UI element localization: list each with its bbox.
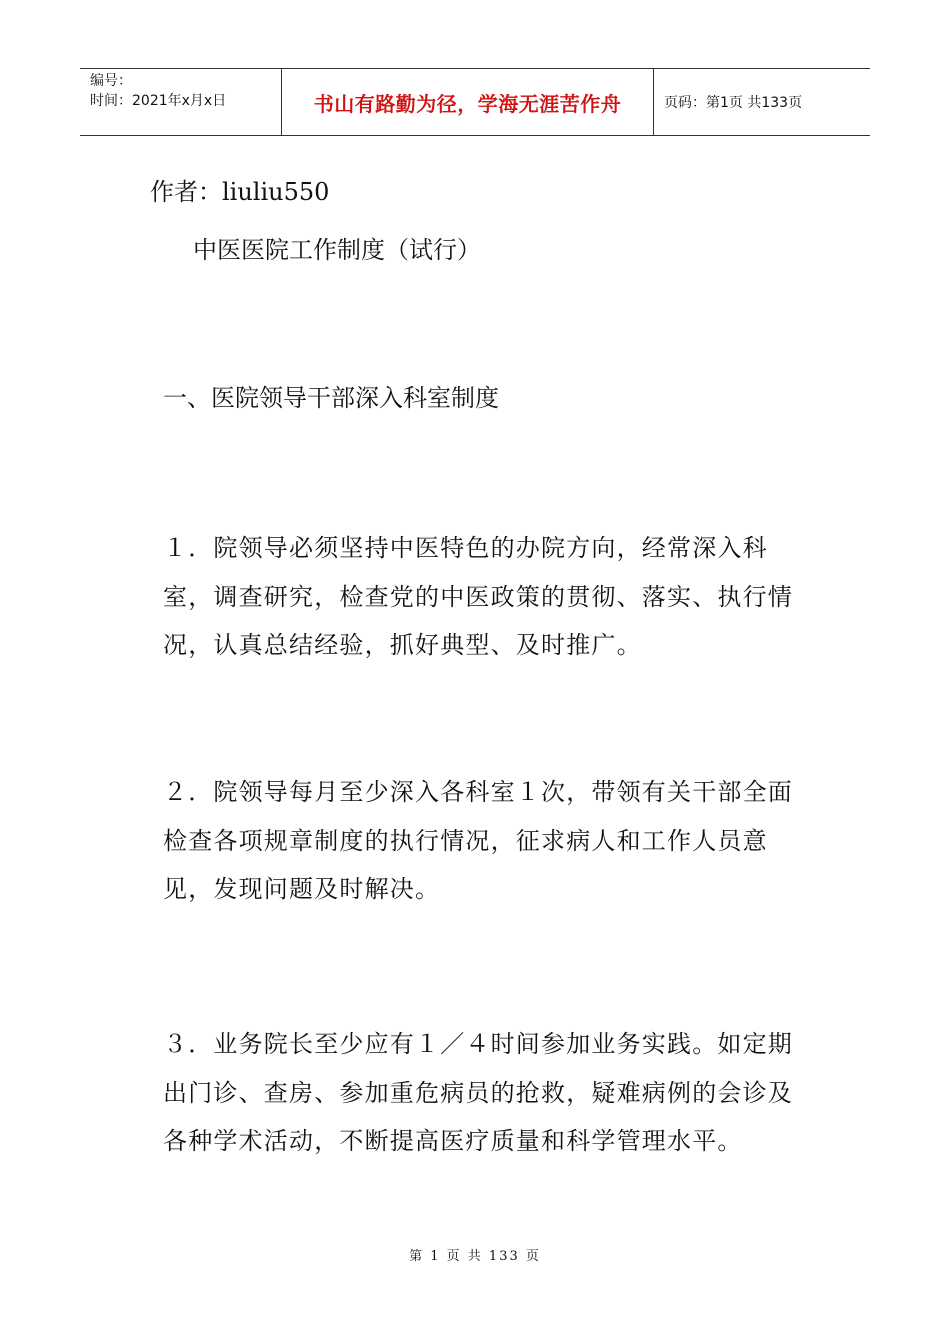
- author-line: 作者：liuliu550: [150, 178, 330, 206]
- header-meta: [80, 69, 282, 135]
- header-page-info: 页码：第1页 共133页: [664, 95, 803, 111]
- paragraph-2: ２．院领导每月至少深入各科室１次，带领有关干部全面检查各项规章制度的执行情况，征求病人和工作人员意见，发现问题及时解决。: [163, 778, 793, 903]
- paragraph-3: ３．业务院长至少应有１／４时间参加业务实践。如定期出门诊、查房、参加重危病员的抢救，疑难病例的会诊及各种学术活动，不断提高医疗质量和科学管理水平。: [163, 1030, 793, 1155]
- header-motto: 书山有路勤为径，学海无涯苦作舟: [313, 91, 622, 116]
- document-header: [80, 68, 870, 136]
- header-page-cell: [654, 69, 870, 135]
- document-number-label: 编号：: [90, 73, 132, 89]
- document-time-label: 时间：2021年x月x日: [90, 93, 227, 109]
- paragraph-1: １．院领导必须坚持中医特色的办院方向，经常深入科室，调查研究，检查党的中医政策的贯彻、落实、执行情况，认真总结经验，抓好典型、及时推广。: [163, 534, 793, 659]
- page-footer: 第 1 页 共 133 页: [409, 1249, 541, 1264]
- document-title: 中医医院工作制度（试行）: [193, 236, 481, 264]
- section-heading: 一、医院领导干部深入科室制度: [163, 384, 499, 412]
- header-motto-cell: [282, 69, 654, 135]
